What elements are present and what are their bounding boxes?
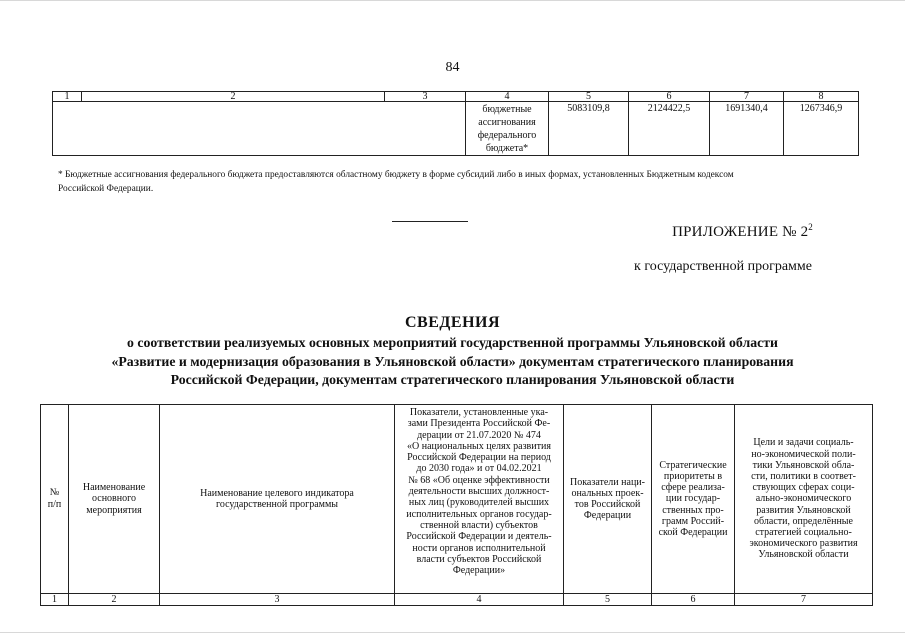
header-line: грамм Россий- bbox=[661, 515, 725, 527]
budget-value-total: 5083109,8 bbox=[549, 102, 629, 156]
header-line: ции государ- bbox=[665, 493, 721, 505]
column-number: 4 bbox=[395, 594, 564, 606]
header-line: Федерации» bbox=[452, 565, 506, 577]
subtitle-line: Российской Федерации, документам стратегического планирования Ульяновской области bbox=[170, 372, 735, 387]
header-line: исполнительных органов государ- bbox=[406, 508, 552, 520]
header-regional-goals bbox=[735, 405, 873, 594]
header-line: Наименование bbox=[82, 482, 146, 494]
header-line: ально-экономического bbox=[755, 493, 852, 505]
budget-col-num-3: 3 bbox=[385, 92, 466, 102]
header-line: приоритеты в bbox=[663, 470, 723, 482]
footnote bbox=[58, 168, 858, 196]
conformity-table bbox=[40, 404, 873, 606]
header-line: ствующих сферах соци- bbox=[752, 482, 855, 494]
column-number: 6 bbox=[652, 594, 735, 606]
header-line: Показатели наци- bbox=[570, 476, 645, 488]
budget-source-line: бюджета* bbox=[485, 143, 529, 154]
column-number: 7 bbox=[735, 594, 873, 606]
subtitle-line: «Развитие и модернизация образования в Ульяновской области» документам стратегического планирования bbox=[111, 353, 794, 369]
budget-value-year-2: 1691340,4 bbox=[710, 102, 784, 156]
header-line: ности органов исполнительной bbox=[412, 542, 546, 554]
header-line: ональных проек- bbox=[571, 487, 644, 499]
header-line: Показатели, установленные ука- bbox=[409, 407, 549, 418]
header-strategic-priorities bbox=[652, 405, 735, 594]
header-line: ных лиц (руководителей высших bbox=[408, 497, 550, 509]
appendix-title bbox=[672, 222, 813, 241]
header-line: тов Российской bbox=[574, 499, 641, 510]
header-number bbox=[41, 405, 69, 594]
column-number: 2 bbox=[69, 594, 160, 606]
header-line: развития Ульяновской bbox=[756, 504, 851, 516]
header-line: Российской Федерации и деятель- bbox=[406, 531, 552, 543]
budget-table bbox=[52, 91, 859, 156]
page-top-edge bbox=[0, 0, 905, 1]
header-line: «О национальных целях развития bbox=[407, 440, 551, 452]
budget-table-header-row bbox=[53, 92, 859, 102]
budget-source-line: ассигнования bbox=[478, 117, 536, 128]
header-line: Наименование целевого индикатора bbox=[200, 487, 354, 499]
header-line: но-экономической поли- bbox=[751, 448, 856, 460]
header-line: Российской Федерации на период bbox=[407, 452, 551, 464]
header-president-decrees bbox=[395, 405, 564, 594]
column-number: 5 bbox=[564, 594, 652, 606]
budget-source-line: бюджетные bbox=[482, 104, 532, 115]
header-line: Ульяновской области bbox=[758, 549, 849, 561]
header-indicator-name bbox=[160, 405, 395, 594]
budget-col-num-4: 4 bbox=[466, 92, 549, 102]
header-line: власти субъектов Российской bbox=[416, 553, 542, 565]
budget-value-year-3: 1267346,9 bbox=[784, 102, 859, 156]
header-line: № 68 «Об оценке эффективности bbox=[408, 474, 550, 486]
header-line: области, определённые bbox=[754, 515, 853, 527]
page-number: 84 bbox=[445, 60, 460, 75]
document-title: СВЕДЕНИЯ bbox=[404, 314, 501, 331]
header-line: тики Ульяновской обла- bbox=[752, 459, 855, 471]
header-line: п/п bbox=[47, 499, 62, 510]
header-line: Федерации bbox=[583, 510, 632, 522]
page-bottom-edge bbox=[0, 632, 905, 633]
header-line: Стратегические bbox=[659, 459, 727, 471]
budget-col-num-1: 1 bbox=[53, 92, 82, 102]
budget-col-num-5: 5 bbox=[549, 92, 629, 102]
separator-line bbox=[392, 221, 468, 222]
header-line: Цели и задачи социаль- bbox=[753, 437, 854, 449]
header-national-projects bbox=[564, 405, 652, 594]
conformity-header-row bbox=[41, 405, 873, 594]
header-line: деятельности высших должност- bbox=[408, 486, 550, 498]
header-line: основного bbox=[92, 493, 136, 505]
header-line: зами Президента Российской Фе- bbox=[407, 418, 551, 430]
budget-empty-cell bbox=[53, 102, 466, 156]
header-line: ской Федерации bbox=[658, 527, 728, 538]
header-line: мероприятия bbox=[86, 504, 142, 516]
footnote-line: Российской Федерации. bbox=[58, 184, 154, 194]
footnote-line: * Бюджетные ассигнования федерального бюджета предоставляются областному бюджету в форме субсидий либо в иных формах, установленных Бюджетным кодексом bbox=[58, 170, 734, 180]
header-line: экономического развития bbox=[749, 538, 858, 550]
header-line: сти, политики в соответ- bbox=[751, 470, 856, 482]
column-number: 1 bbox=[41, 594, 69, 606]
budget-source-line: федерального bbox=[477, 130, 537, 141]
document-subtitle bbox=[0, 334, 905, 390]
budget-table-row bbox=[53, 102, 859, 156]
budget-col-num-6: 6 bbox=[629, 92, 710, 102]
header-line: дерации от 21.07.2020 № 474 bbox=[417, 429, 541, 441]
column-number: 3 bbox=[160, 594, 395, 606]
column-number-row bbox=[41, 594, 873, 606]
budget-col-num-7: 7 bbox=[710, 92, 784, 102]
appendix-title-text: ПРИЛОЖЕНИЕ № 2 bbox=[672, 224, 809, 240]
budget-value-year-1: 2124422,5 bbox=[629, 102, 710, 156]
header-measure-name bbox=[69, 405, 160, 594]
header-line: стратегией социально- bbox=[755, 527, 852, 538]
appendix-subtitle: к государственной программе bbox=[634, 259, 812, 274]
budget-col-num-2: 2 bbox=[82, 92, 385, 102]
header-line: ственных про- bbox=[662, 504, 724, 516]
subtitle-line: о соответствии реализуемых основных мероприятий государственной программы Ульяновской области bbox=[127, 335, 778, 350]
budget-source-cell bbox=[466, 102, 549, 156]
header-line: до 2030 года» и от 04.02.2021 bbox=[416, 463, 542, 475]
header-line: государственной программы bbox=[215, 499, 339, 510]
header-line: сфере реализа- bbox=[661, 482, 725, 494]
appendix-superscript: 2 bbox=[808, 222, 813, 232]
header-line: ственной власти) субъектов bbox=[420, 519, 538, 531]
budget-col-num-8: 8 bbox=[784, 92, 859, 102]
header-line: № bbox=[49, 487, 60, 498]
